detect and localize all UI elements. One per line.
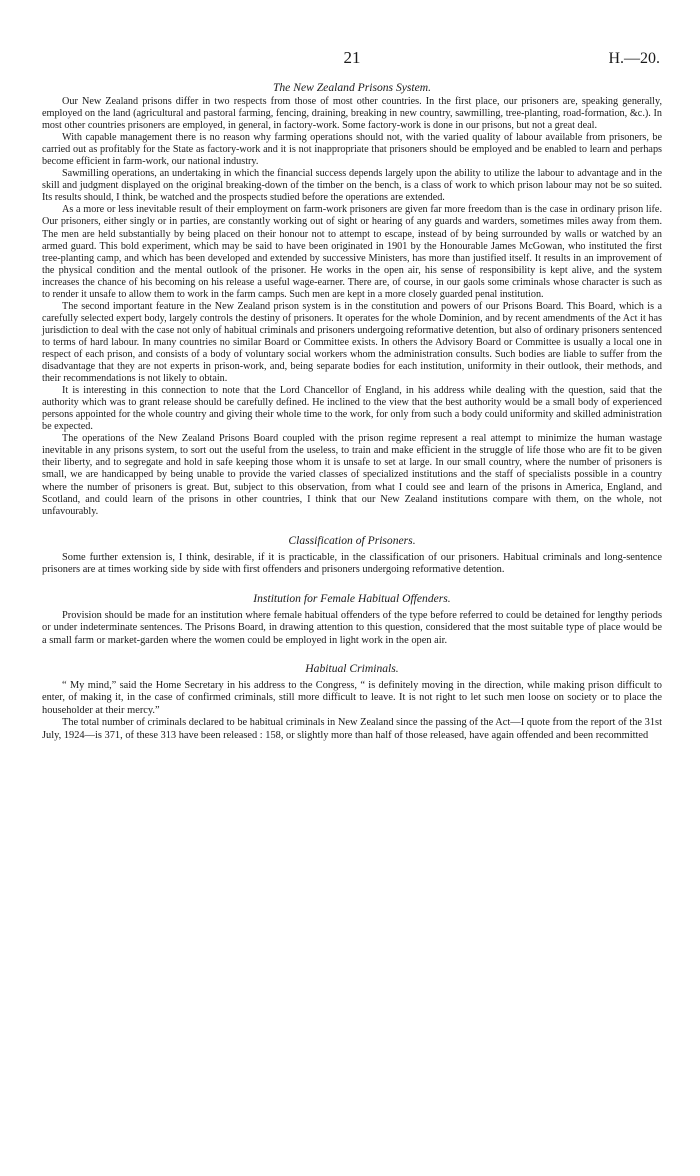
section-heading: The New Zealand Prisons System. (272, 81, 432, 94)
paragraph: As a more or less inevitable result of their employment on farm-work prisoners are given far more freedom than is the case in ordinary prison life. Our prisoners, either singly or in parties, are constantly working out of sight or hearing of any guards and warders, sometimes miles away from them. The men are held substantially by being placed on their honour not to attempt to escape, instead of by being surrounded by walls or watched by an armed guard. This bold experiment, which may be said to have been originated in 1901 by the Honourable James McGowan, who instituted the first tree-planting camp, and which has been developed and extended by successive Ministers, has more than justified itself. It results in an improvement of the physical condition and the mental outlook of the prisoner. He works in the open air, his sense of responsibility is kept alive, and the system increases the chance of his becoming on his release a useful wage-earner. There are, of course, in our gaols some criminals whose character is such as to render it unsafe to allow them to work in the farm camps. Such men are kept in a more closely guarded penal institution. (42, 204, 662, 300)
paragraph: The operations of the New Zealand Prisons Board coupled with the prison regime represent a real attempt to minimize the human wastage inevitable in any prisons system, to sort out the useful from the useless, to train and make efficient in the struggle of life those who are fit to be given their liberty, and to segregate and hold in safe keeping those whom it is unsafe to set at large. In our small country, where the number of prisoners is small, we are handicapped by being unable to provide the varied classes of specialized institutions and the staff of specialists possible in a country where the number of prisoners is great. But, subject to this observation, from what I could see and learn of the prisons in America, England, and Scotland, and could learn of the prisons in other countries, I think that our New Zealand institutions compare with them, on the whole, not unfavourably. (42, 433, 662, 517)
report-reference: H.—20. (608, 50, 660, 67)
section-heading: Classification of Prisoners. (288, 533, 416, 547)
paragraph: “ My mind,” said the Home Secretary in his address to the Congress, “ is definitely moving in the direction, while making prison difficult to enter, of making it, in the case of confirmed criminals, still more difficult to leave. It is not right to let such men loose on society or to place the householder at their mercy.” (42, 679, 662, 716)
paragraph: The second important feature in the New Zealand prison system is in the constitution and powers of our Prisons Board. This Board, which is a carefully selected expert body, largely controls the destiny of prisoners. It operates for the whole Dominion, and by recent amendments of the Act it has jurisdiction to deal with the case not only of habitual criminals and prisoners undergoing reformative detention, but also of ordinary prisoners sentenced to terms of hard labour. In many countries no similar Board or Committee exists. In others the Advisory Board or Committee is usually a local one in respect of each prison, and consists of a body of voluntary social workers whom the administration consults. Such bodies are liable to suffer from the disadvantage that they are not experts in prison-work, and, being separate bodies for each institution, uniformity in their outlook, their methods, and their recommendations is not likely to obtain. (42, 300, 662, 385)
section-prisons-system (42, 81, 662, 518)
section-female-offenders (42, 592, 662, 648)
paragraph: Our New Zealand prisons differ in two respects from those of most other countries. In the first place, our prisoners are, speaking generally, employed on the land (agricultural and pastoral farming, fencing, draining, breaking in new country, sawmilling, tree-planting, road-formation, &c.). In most other countries prisoners are employed, in general, in factory-work. Some factory-work is done in our prisons, but not a great deal. (42, 96, 662, 132)
paragraph: Provision should be made for an institution where female habitual offenders of the type before referred to could be detained for lengthy periods or under indeterminate sentences. The Prisons Board, in drawing attention to this question, considered that the most suitable type of place would be a small farm or market-garden where the women could be employed in light work in the open air. (42, 609, 662, 647)
section-heading: Institution for Female Habitual Offenders. (253, 591, 451, 605)
paragraph: The total number of criminals declared to be habitual criminals in New Zealand since the passing of the Act—I quote from the report of the 31st July, 1924—is 371, of these 313 have been released : 158, or slightly more than half of those released, have again offended and been recommitted (42, 717, 662, 741)
section-habitual-criminals (42, 662, 662, 743)
section-classification (42, 534, 662, 577)
section-heading: Habitual Criminals. (305, 661, 399, 675)
paragraph: With capable management there is no reason why farming operations should not, with the varied quality of labour available from prisoners, be carried out as profitably for the State as factory-work and it is not inappropriate that prisoners should be employed and be enabled to learn and perhaps become efficient in farm-work, our national industry. (42, 132, 662, 168)
paragraph: Sawmilling operations, an undertaking in which the financial success depends largely upon the ability to utilize the labour to advantage and in the skill and judgment displayed on the original breaking-down of the timber on the bench, is a class of work to which prison labour may not be so suited. Its results should, I think, be watched and the prospects studied before the operations are extended. (42, 168, 662, 204)
page-header (42, 0, 662, 78)
paragraph: Some further extension is, I think, desirable, if it is practicable, in the classification of our prisoners. Habitual criminals and long-sentence prisoners are at times working side by side with first offenders and prisoners undergoing reformative detention. (42, 551, 662, 576)
paragraph: It is interesting in this connection to note that the Lord Chancellor of England, in his address while dealing with the question, said that the authority which was to grant release should be carefully defined. He inclined to the view that the best authority would be a small body of experienced persons appointed for the whole country and giving their whole time to the work, for only from such a body could uniformity and skilled administration be expected. (42, 385, 662, 433)
page-number: 21 (343, 48, 361, 67)
